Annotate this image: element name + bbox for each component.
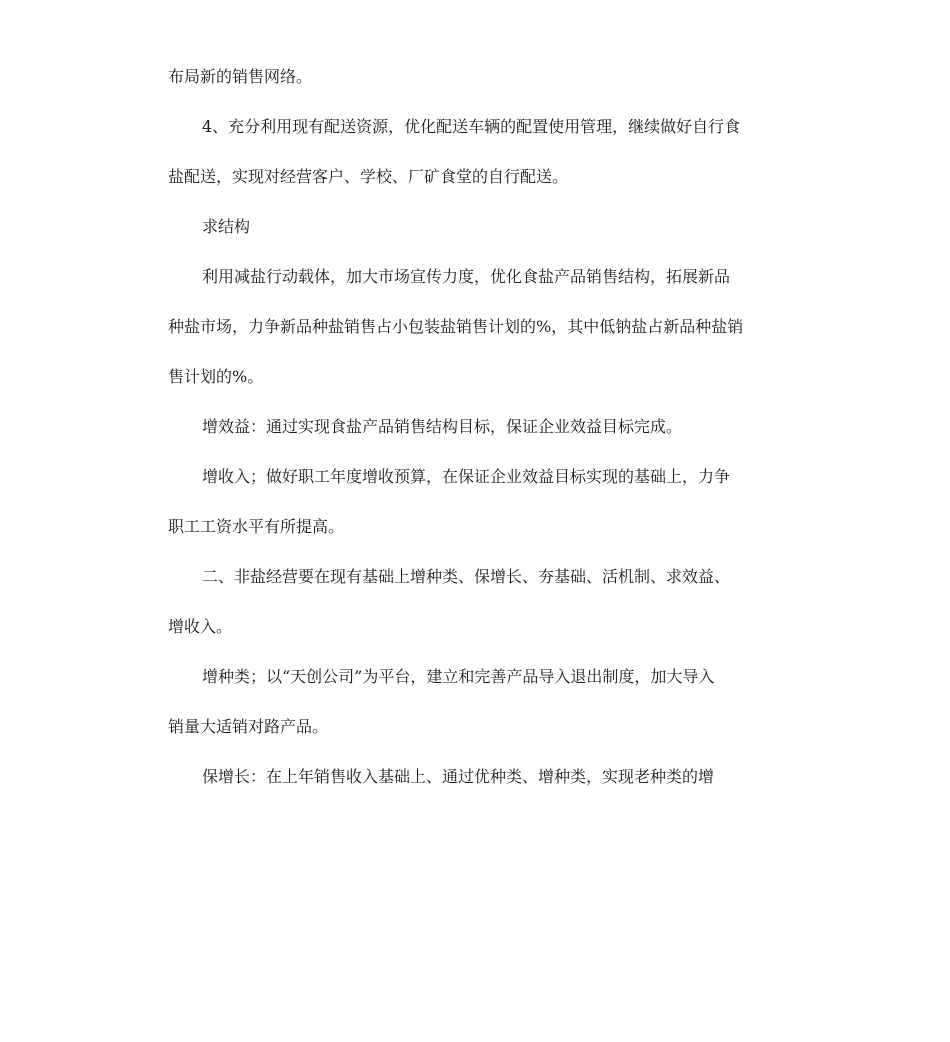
text-line: 增收入。 (168, 617, 233, 636)
section-heading: 求结构 (202, 217, 251, 236)
text-line: 二、非盐经营要在现有基础上增种类、保增长、夯基础、活机制、求效益、 (202, 567, 731, 586)
text-line: 售计划的%。 (168, 367, 264, 386)
text-line: 增收入；做好职工年度增收预算，在保证企业效益目标实现的基础上，力争 (202, 467, 731, 486)
text-line: 利用减盐行动载体，加大市场宣传力度，优化食盐产品销售结构，拓展新品 (202, 267, 731, 286)
text-line: 盐配送，实现对经营客户、学校、厂矿食堂的自行配送。 (168, 167, 569, 186)
text-line: 布局新的销售网络。 (168, 67, 313, 86)
document-body (168, 52, 780, 802)
text-line: 保增长：在上年销售收入基础上、通过优种类、增种类，实现老种类的增 (202, 767, 715, 786)
text-line: 增效益：通过实现食盐产品销售结构目标，保证企业效益目标完成。 (202, 417, 683, 436)
text-line: 种盐市场，力争新品种盐销售占小包装盐销售计划的%，其中低钠盐占新品种盐销 (168, 317, 744, 336)
text-line: 职工工资水平有所提高。 (168, 517, 345, 536)
text-line: 4、充分利用现有配送资源，优化配送车辆的配置使用管理，继续做好自行食 (202, 117, 741, 136)
text-line: 增种类；以“天创公司”为平台，建立和完善产品导入退出制度，加大导入 (202, 667, 715, 686)
text-line: 销量大适销对路产品。 (168, 717, 329, 736)
